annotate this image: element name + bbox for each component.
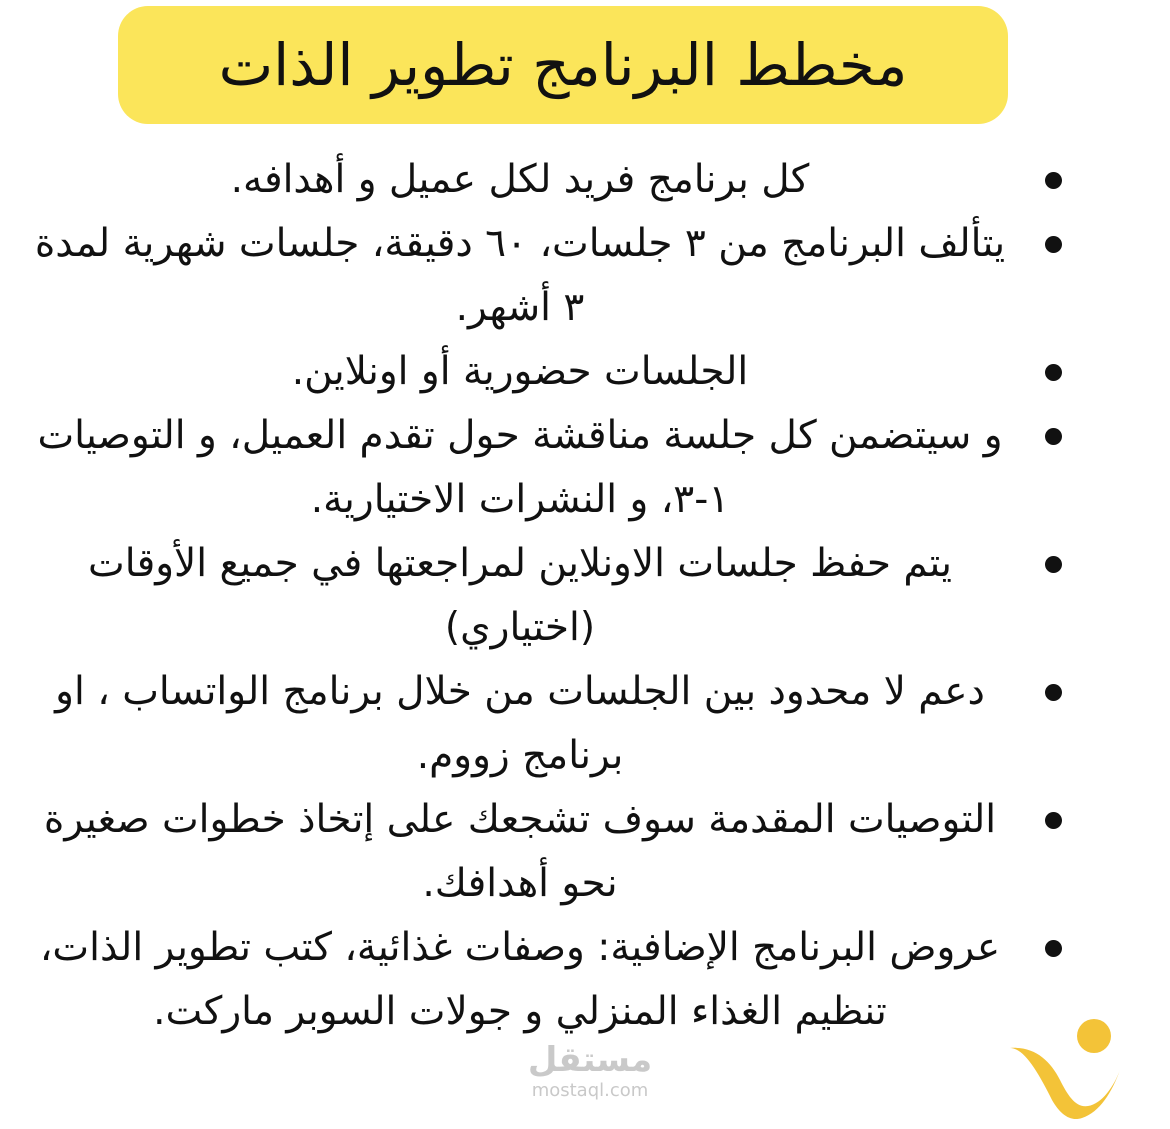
list-item-text: التوصيات المقدمة سوف تشجعك على إتخاذ خطوات صغيرة نحو أهدافك.	[43, 797, 997, 906]
list-item-text: يتم حفظ جلسات الاونلاين لمراجعتها في جميع الأوقات (اختياري)	[87, 541, 953, 650]
list-item-text: دعم لا محدود بين الجلسات من خلال برنامج الواتساب ، او برنامج زووم.	[55, 669, 985, 778]
list-item-text: عروض البرنامج الإضافية: وصفات غذائية، كتب تطوير الذات، تنظيم الغذاء المنزلي و جولات السوبر ماركت.	[39, 925, 1001, 1034]
title-banner	[118, 6, 1008, 124]
logo-swoosh	[1010, 1048, 1120, 1119]
list-item	[30, 212, 1070, 340]
program-outline-list	[30, 148, 1070, 1044]
watermark-arabic: مستقل	[527, 1040, 653, 1080]
bullet-dot-icon	[1045, 556, 1062, 573]
list-item	[30, 404, 1070, 532]
list-item	[30, 340, 1070, 404]
bullet-dot-icon	[1045, 236, 1062, 253]
logo-dot	[1077, 1019, 1111, 1053]
bullet-dot-icon	[1045, 428, 1062, 445]
bullet-dot-icon	[1045, 940, 1062, 957]
list-item	[30, 532, 1070, 660]
page-title: مخطط البرنامج تطوير الذات	[218, 31, 908, 99]
bullet-dot-icon	[1045, 812, 1062, 829]
list-item-text: كل برنامج فريد لكل عميل و أهدافه.	[230, 157, 810, 202]
brand-logo-icon	[1004, 1010, 1134, 1128]
list-item	[30, 148, 1070, 212]
watermark-latin: mostaql.com	[531, 1080, 649, 1101]
list-item-text: و سيتضمن كل جلسة مناقشة حول تقدم العميل، و التوصيات ١-٣، و النشرات الاختيارية.	[37, 413, 1003, 522]
list-item	[30, 788, 1070, 916]
bullet-dot-icon	[1045, 172, 1062, 189]
bullet-dot-icon	[1045, 684, 1062, 701]
list-item-text: الجلسات حضورية أو اونلاين.	[291, 349, 749, 394]
list-item	[30, 660, 1070, 788]
watermark	[505, 1040, 675, 1102]
list-item-text: يتألف البرنامج من ٣ جلسات، ٦٠ دقيقة، جلسات شهرية لمدة ٣ أشهر.	[34, 221, 1006, 330]
list-item	[30, 916, 1070, 1044]
bullet-dot-icon	[1045, 364, 1062, 381]
